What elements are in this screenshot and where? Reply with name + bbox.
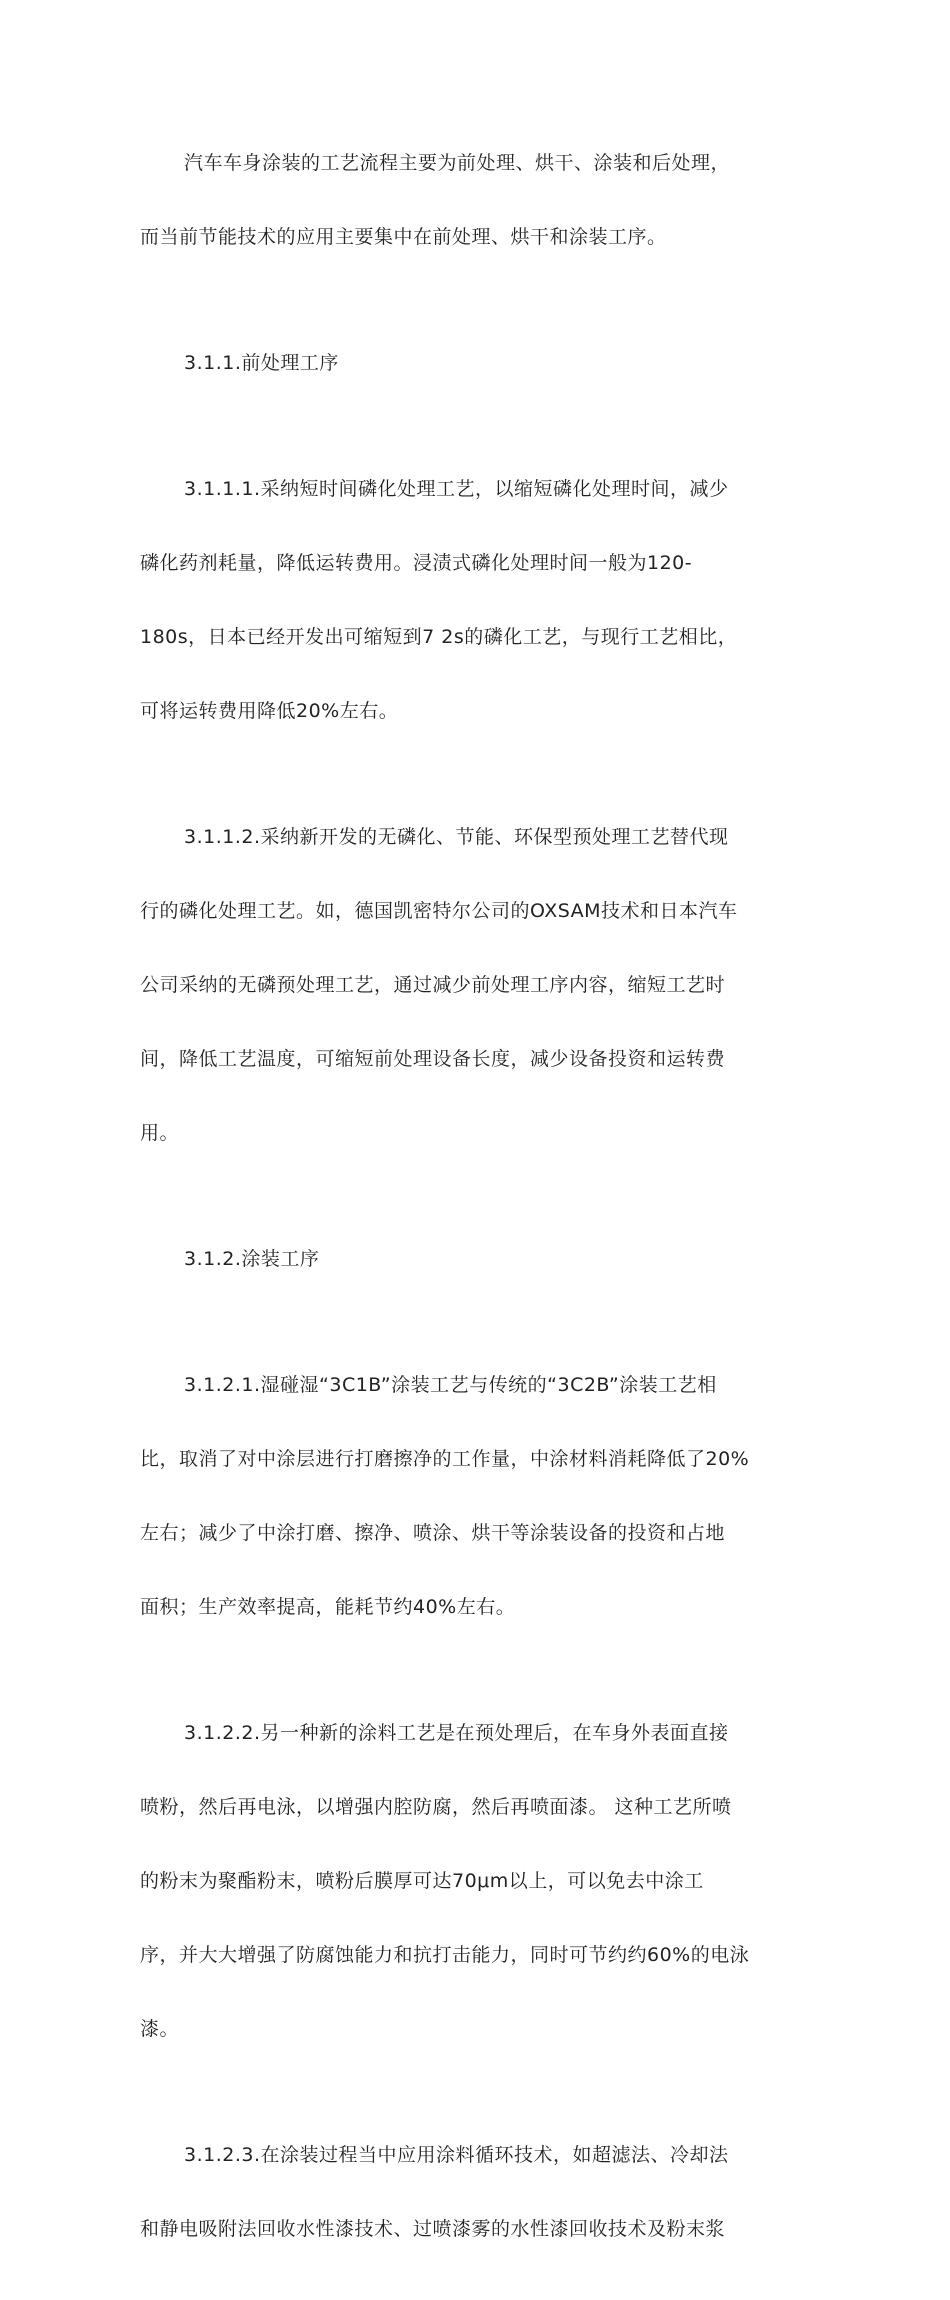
text-line: 3.1.1.2.采纳新开发的无磷化、节能、环保型预处理工艺替代现 — [184, 826, 729, 848]
text-line: 序，并大大增强了防腐蚀能力和抗打击能力，同时可节约约60%的电泳 — [140, 1944, 750, 1966]
text-line: 和静电吸附法回收水性漆技术、过喷漆雾的水性漆回收技术及粉末浆 — [140, 2218, 726, 2240]
section-heading-3-1-2 — [140, 1204, 810, 1315]
text-line: 漆。 — [140, 2018, 180, 2040]
text-line: 喷粉，然后再电泳，以增强内腔防腐，然后再喷面漆。 这种工艺所喷 — [140, 1796, 732, 1818]
text-line: 比，取消了对中涂层进行打磨擦净的工作量，中涂材料消耗降低了20% — [140, 1448, 750, 1470]
text-line: 可将运转费用降低20%左右。 — [140, 700, 399, 722]
text-line: 3.1.1.1.采纳短时间磷化处理工艺，以缩短磷化处理时间，减少 — [184, 478, 729, 500]
text-line: 行的磷化处理工艺。如，德国凯密特尔公司的OXSAM技术和日本汽车 — [140, 900, 738, 922]
paragraph-3-1-2-2 — [140, 1678, 810, 2085]
heading-text: 3.1.1.前处理工序 — [184, 352, 339, 374]
section-heading-3-1-1 — [140, 308, 810, 419]
text-line: 而当前节能技术的应用主要集中在前处理、烘干和涂装工序。 — [140, 226, 667, 248]
text-line: 面积；生产效率提高，能耗节约40%左右。 — [140, 1596, 516, 1618]
text-line: 的粉末为聚酯粉末，喷粉后膜厚可达70μm以上，可以免去中涂工 — [140, 1870, 704, 1892]
text-line: 左右；减少了中涂打磨、擦净、喷涂、烘干等涂装设备的投资和占地 — [140, 1522, 726, 1544]
text-line: 磷化药剂耗量，降低运转费用。浸渍式磷化处理时间一般为120- — [140, 552, 693, 574]
text-line: 3.1.2.1.湿碰湿“3C1B”涂装工艺与传统的“3C2B”涂装工艺相 — [184, 1374, 717, 1396]
text-line: 3.1.2.2.另一种新的涂料工艺是在预处理后，在车身外表面直接 — [184, 1722, 729, 1744]
paragraph-3-1-2-3 — [140, 2100, 810, 2285]
text-line: 3.1.2.3.在涂装过程当中应用涂料循环技术，如超滤法、冷却法 — [184, 2144, 729, 2166]
document-page — [140, 108, 810, 2300]
paragraph-intro — [140, 108, 810, 293]
text-line: 汽车车身涂装的工艺流程主要为前处理、烘干、涂装和后处理， — [184, 152, 731, 174]
paragraph-3-1-2-1 — [140, 1330, 810, 1663]
paragraph-3-1-1-1 — [140, 434, 810, 767]
heading-text: 3.1.2.涂装工序 — [184, 1248, 320, 1270]
text-line: 公司采纳的无磷预处理工艺，通过减少前处理工序内容，缩短工艺时 — [140, 974, 726, 996]
text-line: 间，降低工艺温度，可缩短前处理设备长度，减少设备投资和运转费 — [140, 1048, 726, 1070]
text-line: 用。 — [140, 1122, 180, 1144]
text-line: 180s，日本已经开发出可缩短到7 2s的磷化工艺，与现行工艺相比， — [140, 626, 738, 648]
paragraph-3-1-1-2 — [140, 782, 810, 1189]
